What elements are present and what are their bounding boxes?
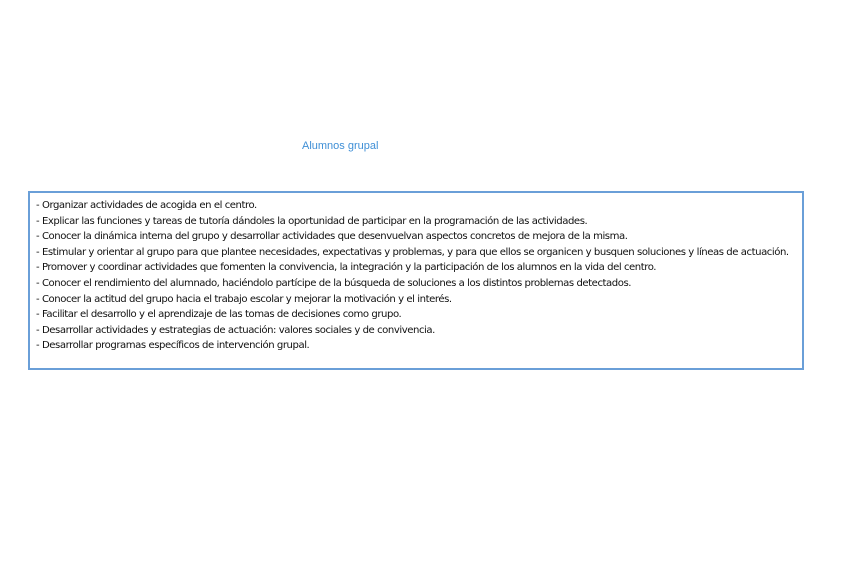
list-item: - Promover y coordinar actividades que fomenten la convivencia, la integración y la participación de los alumnos en la vida del centro. [36,262,657,274]
page-title: Alumnos grupal [302,140,379,152]
list-item: - Explicar las funciones y tareas de tutoría dándoles la oportunidad de participar en la programación de las actividades. [36,215,588,227]
list-item: - Conocer la dinámica interna del grupo y desarrollar actividades que desenvuelvan aspectos concretos de mejora de la misma. [36,231,628,243]
objectives-list [36,198,802,354]
list-item: - Desarrollar actividades y estrategias de actuación: valores sociales y de convivencia. [36,324,435,336]
list-item: - Facilitar el desarrollo y el aprendizaje de las tomas de decisiones como grupo. [36,309,402,321]
list-item: - Organizar actividades de acogida en el centro. [36,200,257,211]
list-item: - Conocer el rendimiento del alumnado, haciéndolo partícipe de la búsqueda de soluciones a los distintos problemas detectados. [36,277,632,289]
list-item: - Conocer la actitud del grupo hacia el trabajo escolar y mejorar la motivación y el interés. [36,293,452,305]
objectives-box [28,191,804,370]
list-item: - Desarrollar programas específicos de intervención grupal. [36,340,310,352]
list-item: - Estimular y orientar al grupo para que plantee necesidades, expectativas y problemas, y para que ellos se organicen y busquen soluciones y líneas de actuación. [36,246,789,258]
